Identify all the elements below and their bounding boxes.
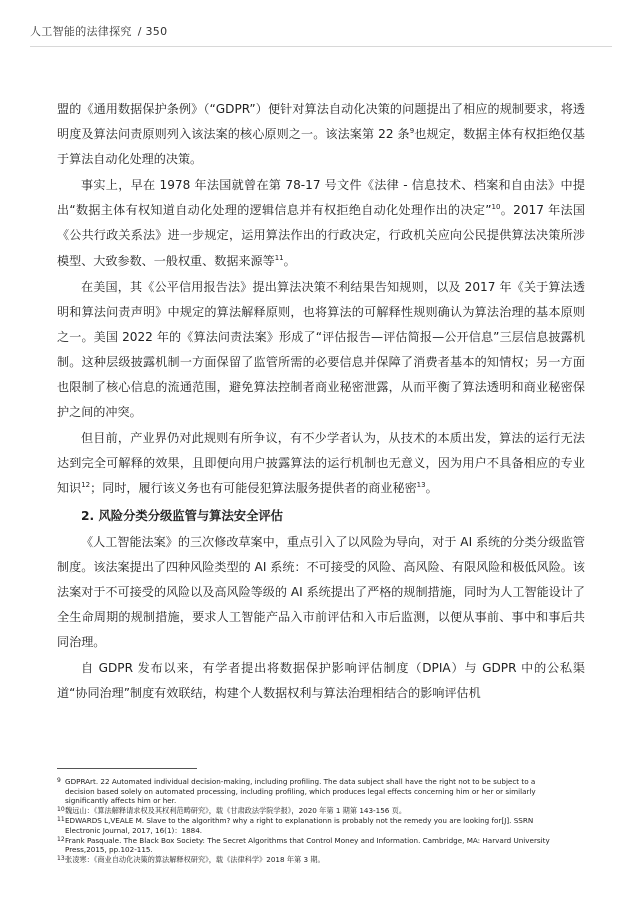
footnote-number: 11 (57, 816, 65, 823)
paragraph-text: 。2017 年法国《公共行政关系法》进一步规定，运用算法作出的行政决定，行政机关应向公民提供算法决策所涉模型、大致参数、一般权重、数据来源等 (57, 203, 585, 268)
footnote-text: Frank Pasquale. The Black Box Society: The Secret Algorithms that Control Money and Information. Cambridge, MA: Harvard University Press,2015, pp.102-115. (65, 835, 550, 854)
paragraph (57, 426, 585, 501)
footnote-text: GDPRArt. 22 Automated individual decision-making, including profiling. The data subject shall have the right not to be subject to a decision based solely on automated processing, including profiling, which produces legal effects concerning him or her or similarly significantly affects him or her. (65, 777, 536, 805)
paragraph-text: 但目前，产业界仍对此规则有所争议，有不少学者认为，从技术的本质出发，算法的运行无法达到完全可解释的效果，且即便向用户披露算法的运行机制也无意义，因为用户不具备相应的专业知识 (57, 431, 585, 496)
footnote-number: 13 (57, 855, 65, 862)
footnote-text: EDWARDS L,VEALE M. Slave to the algorithm? why a right to explanationn is probably not the remedy you are looking for[J]. SSRN Electronic Journal, 2017, 16(1)：1884. (65, 816, 534, 835)
footnote (57, 806, 557, 816)
footnote-ref[interactable]: 11 (274, 253, 284, 262)
paragraph-text: ；同时，履行该义务也有可能侵犯算法服务提供者的商业秘密 (90, 481, 417, 496)
header-divider (30, 46, 612, 47)
paragraph-text: 。 (283, 253, 296, 268)
paragraph: 《人工智能法案》的三次修改草案中，重点引入了以风险为导向，对于 AI 系统的分类分级监管制度。该法案提出了四种风险类型的 AI 系统：不可接受的风险、高风险、有限风险和极低风险。该法案对于不可接受的风险以及高风险等级的 AI 系统提出了严格的规制措施，同时为人工智能设计了全生命周期的规制措施，要求人工智能产品入市前评估和入市后监测，以便从事前、事中和事后共同治理。 (57, 534, 585, 649)
paragraph: 在美国，其《公平信用报告法》提出算法决策不利结果告知规则，以及 2017 年《关于算法透明和算法问责声明》中规定的算法解释原则，也将算法的可解释性规则确认为算法治理的基本原则之一。美国 2022 年的《算法问责法案》形成了“评估报告—评估简报—公开信息”三层信息披露机制。这种层级披露机制一方面保留了监管所需的必要信息并保障了消费者基本的知情权；另一方面也限制了核心信息的流通范围，避免算法控制者商业秘密泄露，从而平衡了算法透明和商业秘密保护之间的冲突。 (57, 279, 585, 420)
paragraph (57, 97, 585, 172)
section-heading: 2. 风险分类分级监管与算法安全评估 (81, 508, 283, 523)
footnote-ref[interactable]: 13 (416, 481, 426, 490)
footnote (57, 836, 557, 855)
page-number: / 350 (137, 25, 168, 38)
paragraph-text: 事实上，早在 1978 年法国就曾在第 78-17 号文件《法律 - 信息技术、档案和自由法》中提出“数据主体有权知道自动化处理的逻辑信息并有权拒绝自动化处理作出的决定” (57, 178, 585, 218)
footnote (57, 855, 557, 865)
paragraph: 自 GDPR 发布以来，有学者提出将数据保护影响评估制度（DPIA）与 GDPR 中的公私渠道“协同治理”制度有效联结，构建个人数据权利与算法治理相结合的影响评估机 (57, 660, 585, 701)
paragraph-text: 。 (425, 481, 438, 496)
main-text (57, 97, 585, 707)
footnote-text: 魏远山：《算法解释请求权及其权利范畴研究》，载《甘肃政法学院学报》，2020 年第 1 期第 143-156 页。 (65, 806, 407, 815)
paragraph-text: 也规定，数据主体有权拒绝仅基于算法自动化处理的决策。 (57, 127, 585, 167)
footnote-divider (57, 768, 197, 769)
footnote (57, 777, 557, 806)
footnotes (57, 777, 557, 865)
paragraph-text: 盟的《通用数据保护条例》（“GDPR”）便针对算法自动化决策的问题提出了相应的规制要求，将透明度及算法问责原则列入该法案的核心原则之一。该法案第 22 条 (57, 102, 585, 142)
footnote-ref[interactable]: 12 (81, 481, 91, 490)
footnote-ref[interactable]: 9 (409, 127, 415, 136)
running-header (30, 23, 167, 39)
footnote-number: 10 (57, 806, 65, 813)
footnote-text: 张凌寒：《商业自动化决策的算法解释权研究》，载《法律科学》2018 年第 3 期。 (65, 855, 325, 864)
footnote-ref[interactable]: 10 (491, 203, 501, 212)
book-title: 人工智能的法律探究 (30, 25, 132, 38)
footnote-number: 12 (57, 835, 65, 843)
paragraph (57, 173, 585, 273)
footnote-number: 9 (57, 777, 61, 784)
footnote (57, 816, 557, 835)
